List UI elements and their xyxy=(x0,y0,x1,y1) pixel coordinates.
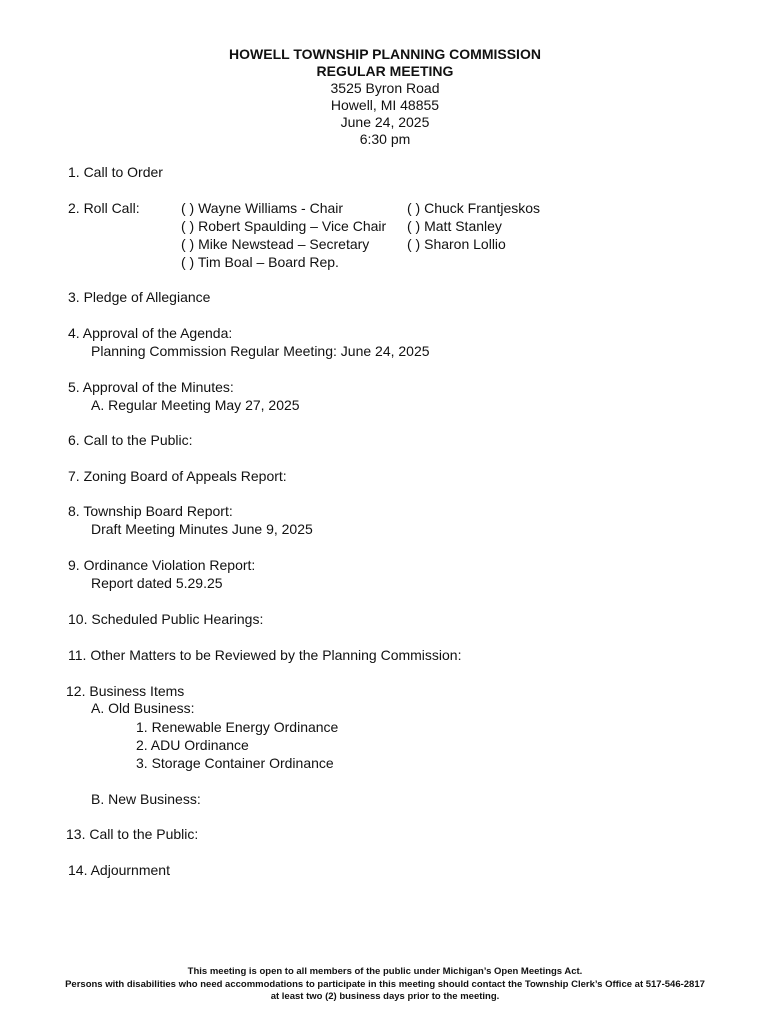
agenda-item-2: 2. Roll Call: xyxy=(68,200,140,216)
address-city: Howell, MI 48855 xyxy=(330,97,440,113)
roll-call-member: ( ) Sharon Lollio xyxy=(407,236,506,252)
roll-call-member: ( ) Wayne Williams - Chair xyxy=(181,200,344,216)
agenda-item-3: 3. Pledge of Allegiance xyxy=(68,289,211,305)
agenda-item-14: 14. Adjournment xyxy=(68,862,170,878)
meeting-date: June 24, 2025 xyxy=(340,114,430,130)
meeting-type: REGULAR MEETING xyxy=(316,63,454,79)
old-business-heading: A. Old Business: xyxy=(91,700,195,716)
old-business-item: 1. Renewable Energy Ordinance xyxy=(136,719,339,735)
meeting-time: 6:30 pm xyxy=(359,131,411,147)
roll-call-member: ( ) Robert Spaulding – Vice Chair xyxy=(181,218,387,234)
agenda-item-9-detail: Report dated 5.29.25 xyxy=(91,575,223,591)
roll-call-member: ( ) Tim Boal – Board Rep. xyxy=(181,254,339,270)
new-business-heading: B. New Business: xyxy=(91,791,201,807)
public-notice-footer xyxy=(0,966,770,1004)
old-business-item: 2. ADU Ordinance xyxy=(136,737,249,753)
agenda-item-9: 9. Ordinance Violation Report: xyxy=(68,557,256,573)
agenda-item-10: 10. Scheduled Public Hearings: xyxy=(68,611,264,627)
agenda-item-7: 7. Zoning Board of Appeals Report: xyxy=(68,468,287,484)
open-meetings-notice: This meeting is open to all members of the public under Michigan’s Open Meetings Act. xyxy=(187,966,583,977)
agenda-item-13: 13. Call to the Public: xyxy=(66,826,199,842)
roll-call-member: ( ) Chuck Frantjeskos xyxy=(407,200,541,216)
agenda-item-8: 8. Township Board Report: xyxy=(68,503,233,519)
document-header xyxy=(0,46,770,148)
roll-call-member: ( ) Mike Newstead – Secretary xyxy=(181,236,370,252)
agenda-item-11: 11. Other Matters to be Reviewed by the Planning Commission: xyxy=(68,647,462,663)
address-street: 3525 Byron Road xyxy=(330,80,440,96)
agenda-item-8-detail: Draft Meeting Minutes June 9, 2025 xyxy=(91,521,313,537)
accommodations-notice: Persons with disabilities who need accommodations to participate in this meeting should contact the Township Clerk’s Office at 517-546-2817 xyxy=(65,978,705,990)
notice-deadline: at least two (2) business days prior to the meeting. xyxy=(270,991,500,1002)
agenda-item-4: 4. Approval of the Agenda: xyxy=(68,325,233,341)
agenda-item-5: 5. Approval of the Minutes: xyxy=(68,379,234,395)
document-title: HOWELL TOWNSHIP PLANNING COMMISSION xyxy=(229,46,541,62)
agenda-item-4-detail: Planning Commission Regular Meeting: June 24, 2025 xyxy=(91,343,430,359)
agenda-item-5-detail: A. Regular Meeting May 27, 2025 xyxy=(91,397,300,413)
agenda-item-6: 6. Call to the Public: xyxy=(68,432,193,448)
agenda-item-12: 12. Business Items xyxy=(66,683,185,699)
roll-call-member: ( ) Matt Stanley xyxy=(407,218,502,234)
agenda-item-1: 1. Call to Order xyxy=(68,164,163,180)
old-business-item: 3. Storage Container Ordinance xyxy=(136,755,334,771)
